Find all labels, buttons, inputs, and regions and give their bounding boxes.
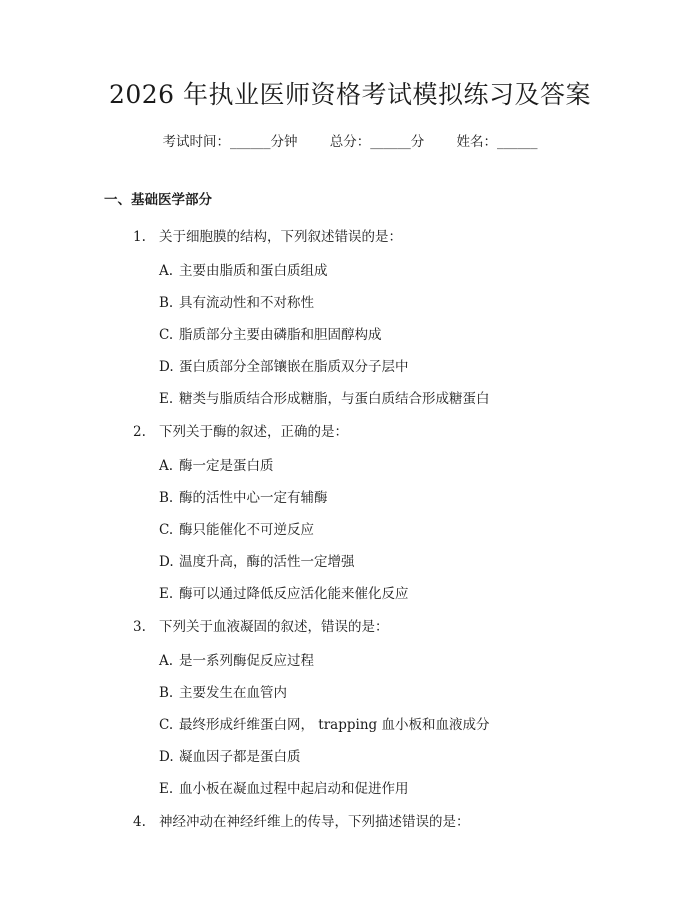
option-letter: C.	[159, 327, 174, 343]
question-stem	[133, 805, 700, 837]
question-3	[0, 610, 700, 805]
question-text: 关于细胞膜的结构，下列叙述错误的是：	[159, 229, 402, 245]
option-letter: C.	[159, 522, 174, 538]
option-text: 酶的活性中心一定有辅酶	[179, 490, 328, 506]
option-text: 脂质部分主要由磷脂和胆固醇构成	[179, 327, 382, 343]
option-d	[159, 351, 700, 383]
option-list	[0, 255, 700, 415]
exam-name: 姓名：______	[456, 134, 538, 150]
question-2	[0, 415, 700, 610]
option-c	[159, 514, 700, 546]
option-list	[0, 450, 700, 610]
option-e	[159, 383, 700, 415]
question-stem	[133, 610, 700, 642]
option-text: 蛋白质部分全部镶嵌在脂质双分子层中	[179, 359, 409, 375]
option-e	[159, 578, 700, 610]
option-letter: B.	[159, 685, 174, 701]
option-letter: A.	[159, 653, 174, 669]
option-letter: A.	[159, 263, 174, 279]
option-c	[159, 319, 700, 351]
question-number: 3.	[133, 619, 146, 635]
option-text: 血小板在凝血过程中起启动和促进作用	[179, 781, 409, 797]
option-b	[159, 482, 700, 514]
option-letter: B.	[159, 295, 174, 311]
option-a	[159, 255, 700, 287]
section-heading: 一、基础医学部分	[104, 192, 212, 208]
option-text: 酶一定是蛋白质	[179, 458, 274, 474]
option-letter: D.	[159, 359, 174, 375]
option-text: 主要发生在血管内	[179, 685, 287, 701]
option-list	[0, 645, 700, 805]
exam-info	[0, 132, 700, 152]
option-letter: D.	[159, 554, 174, 570]
option-text: 具有流动性和不对称性	[179, 295, 314, 311]
option-text: 酶只能催化不可逆反应	[179, 522, 314, 538]
option-letter: C.	[159, 717, 174, 733]
option-a	[159, 645, 700, 677]
option-letter: E.	[159, 586, 174, 602]
question-list	[0, 220, 700, 837]
option-d	[159, 741, 700, 773]
option-text: 主要由脂质和蛋白质组成	[179, 263, 328, 279]
option-text: 凝血因子都是蛋白质	[179, 749, 301, 765]
exam-total-score: 总分：______分	[329, 134, 425, 150]
exam-time: 考试时间：______分钟	[162, 134, 298, 150]
option-text: 糖类与脂质结合形成糖脂，与蛋白质结合形成糖蛋白	[179, 391, 490, 407]
option-letter: B.	[159, 490, 174, 506]
question-text: 下列关于血液凝固的叙述，错误的是：	[159, 619, 389, 635]
option-b	[159, 677, 700, 709]
option-b	[159, 287, 700, 319]
question-number: 2.	[133, 424, 146, 440]
option-c	[159, 709, 700, 741]
option-a	[159, 450, 700, 482]
question-number: 4.	[133, 814, 146, 830]
question-text: 神经冲动在神经纤维上的传导，下列描述错误的是：	[159, 814, 470, 830]
question-number: 1.	[133, 229, 146, 245]
option-letter: D.	[159, 749, 174, 765]
question-stem	[133, 220, 700, 252]
option-text: 酶可以通过降低反应活化能来催化反应	[179, 586, 409, 602]
option-e	[159, 773, 700, 805]
option-text: 温度升高，酶的活性一定增强	[179, 554, 355, 570]
question-text: 下列关于酶的叙述，正确的是：	[159, 424, 348, 440]
option-letter: A.	[159, 458, 174, 474]
option-text: 是一系列酶促反应过程	[179, 653, 314, 669]
option-letter: E.	[159, 781, 174, 797]
option-text: 最终形成纤维蛋白网， trapping 血小板和血液成分	[179, 717, 490, 733]
option-d	[159, 546, 700, 578]
option-letter: E.	[159, 391, 174, 407]
question-4	[0, 805, 700, 837]
question-stem	[133, 415, 700, 447]
document-title: 2026 年执业医师资格考试模拟练习及答案	[108, 80, 592, 109]
question-1	[0, 220, 700, 415]
